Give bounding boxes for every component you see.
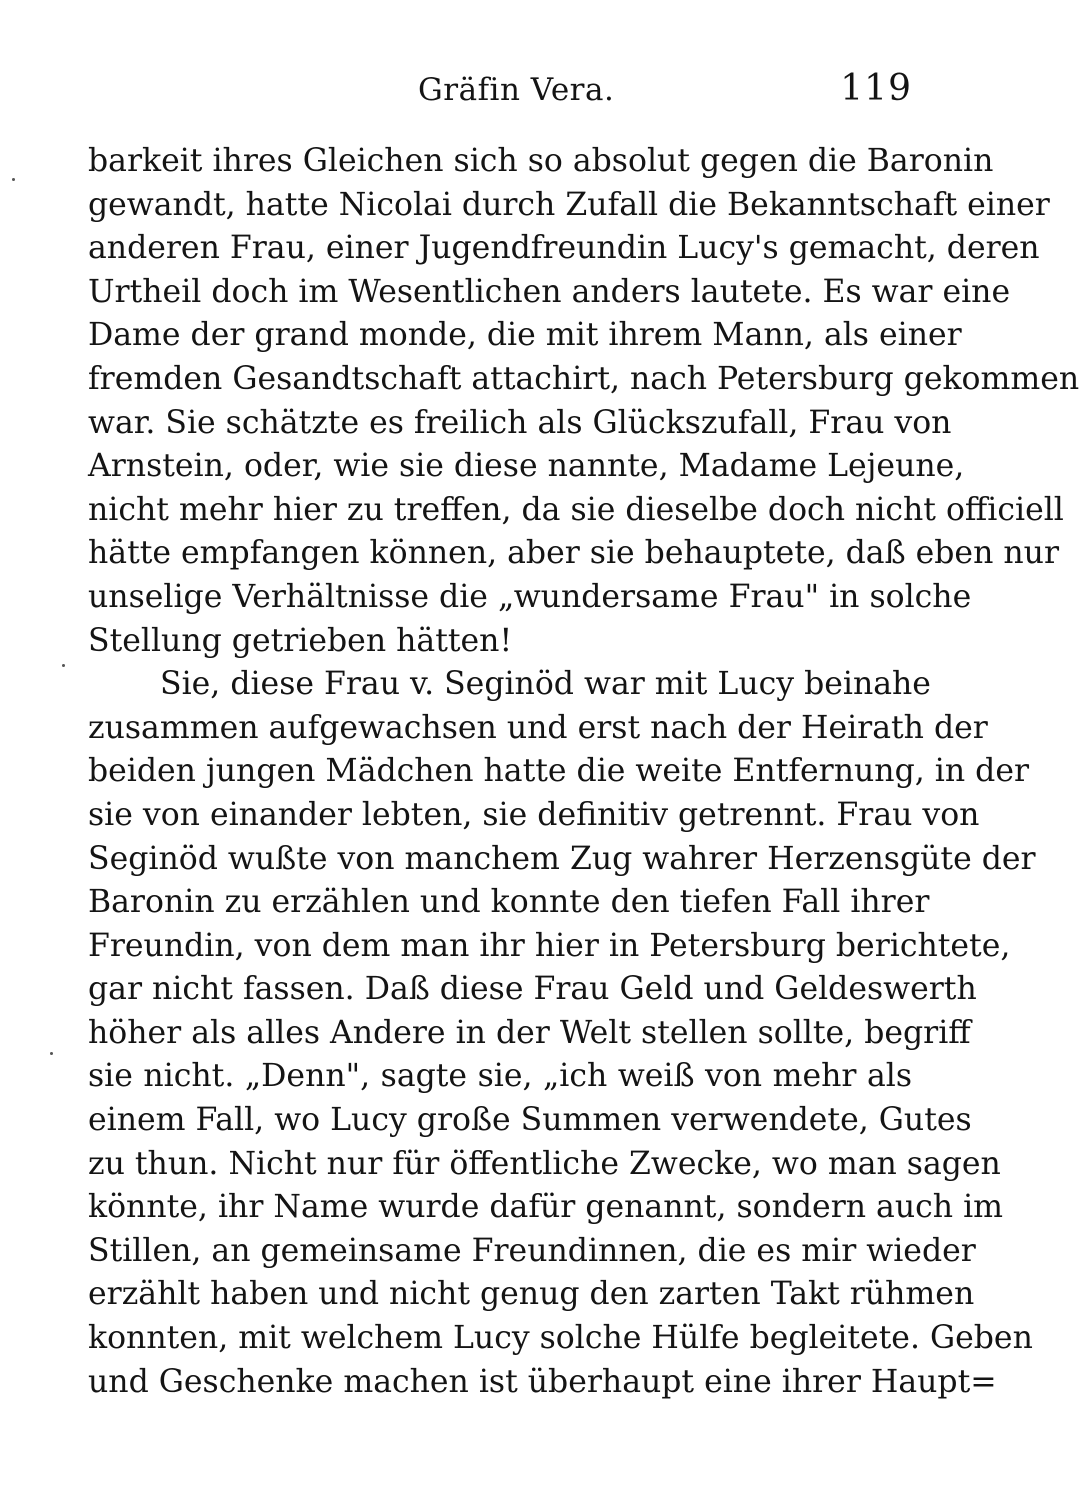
paper-speck: [12, 178, 15, 181]
text-line: beiden jungen Mädchen hatte die weite Entfernung, in der: [88, 753, 1030, 790]
page-header: [88, 62, 912, 122]
text-line: hätte empfangen können, aber sie behauptete, daß eben nur: [88, 535, 1060, 572]
text-line: gewandt, hatte Nicolai durch Zufall die Bekanntschaft einer: [88, 186, 1050, 223]
page-number: 119: [840, 68, 912, 109]
text-line: Freundin, von dem man ihr hier in Petersburg berichtete,: [88, 927, 1011, 964]
text-line: Arnstein, oder, wie sie diese nannte, Madame Lejeune,: [88, 448, 965, 485]
text-line: höher als alles Andere in der Welt stellen sollte, begriff: [88, 1014, 971, 1051]
text-line: könnte, ihr Name wurde dafür genannt, sondern auch im: [88, 1189, 1004, 1226]
text-line: nicht mehr hier zu treffen, da sie dieselbe doch nicht officiell: [88, 491, 1064, 528]
text-line: zu thun. Nicht nur für öffentliche Zwecke, wo man sagen: [88, 1145, 1001, 1182]
text-line: zusammen aufgewachsen und erst nach der Heirath der: [88, 709, 988, 746]
body-text: [88, 140, 1079, 1404]
text-line: und Geschenke machen ist überhaupt eine ihrer Haupt=: [88, 1363, 997, 1400]
text-line: sie von einander lebten, sie definitiv getrennt. Frau von: [88, 796, 980, 833]
text-line: konnten, mit welchem Lucy solche Hülfe begleitete. Geben: [88, 1320, 1033, 1357]
running-title: Gräfin Vera.: [418, 72, 615, 108]
text-line: Urtheil doch im Wesentlichen anders lautete. Es war eine: [88, 273, 1011, 310]
text-line: einem Fall, wo Lucy große Summen verwendete, Gutes: [88, 1102, 972, 1139]
text-line: Stillen, an gemeinsame Freundinnen, die es mir wieder: [88, 1232, 976, 1269]
text-line: unselige Verhältnisse die „wundersame Frau" in solche: [88, 578, 972, 615]
text-line: barkeit ihres Gleichen sich so absolut gegen die Baronin: [88, 143, 994, 179]
text-line: Dame der grand monde, die mit ihrem Mann, als einer: [88, 317, 962, 354]
text-line: fremden Gesandtschaft attachirt, nach Petersburg gekommen: [88, 360, 1079, 397]
text-line: sie nicht. „Denn", sagte sie, „ich weiß von mehr als: [88, 1058, 912, 1095]
text-line: war. Sie schätzte es freilich als Glückszufall, Frau von: [88, 404, 952, 441]
paragraph-end-line: Stellung getrieben hätten!: [88, 622, 513, 659]
paper-speck: [62, 664, 65, 667]
text-line: Seginöd wußte von manchem Zug wahrer Herzensgüte der: [88, 840, 1036, 877]
text-line: gar nicht fassen. Daß diese Frau Geld und Geldeswerth: [88, 971, 977, 1008]
text-line: erzählt haben und nicht genug den zarten Takt rühmen: [88, 1276, 975, 1313]
paper-speck: [50, 1052, 53, 1055]
text-line: Baronin zu erzählen und konnte den tiefen Fall ihrer: [88, 884, 930, 921]
text-line: anderen Frau, einer Jugendfreundin Lucy's gemacht, deren: [88, 230, 1040, 267]
paragraph-start-line: Sie, diese Frau v. Seginöd war mit Lucy beinahe: [160, 666, 931, 703]
